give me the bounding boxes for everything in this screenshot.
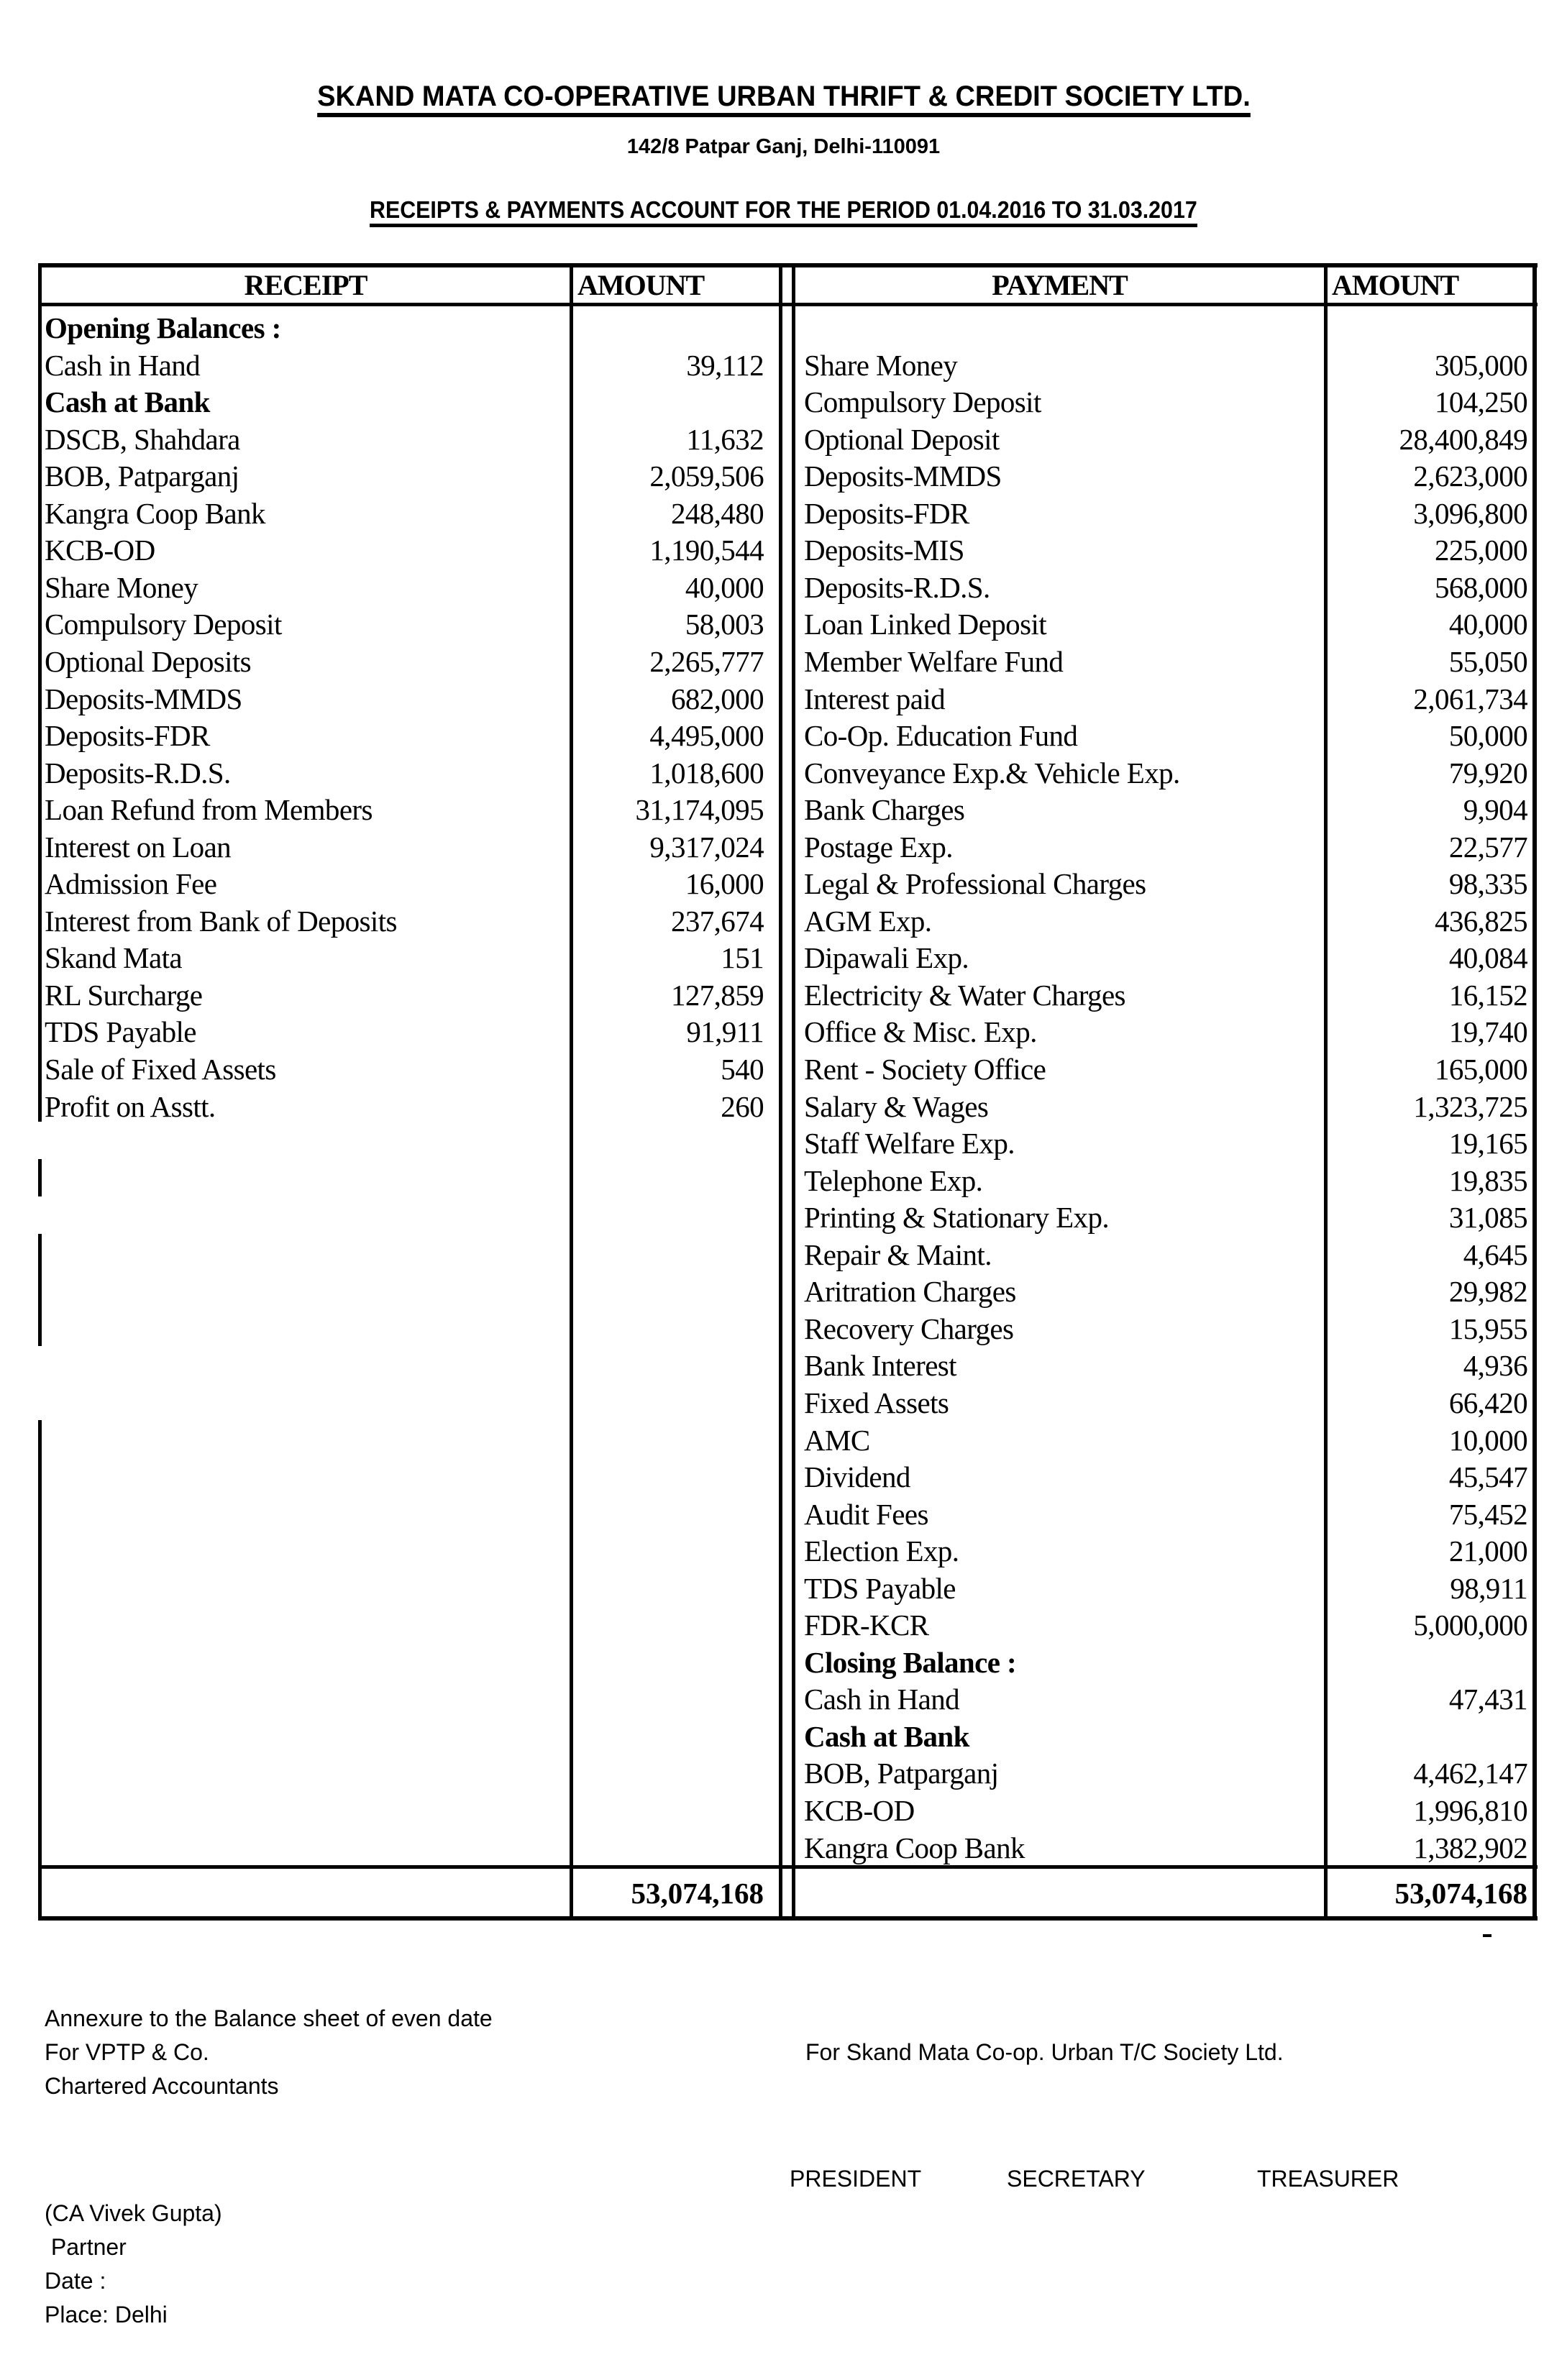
payments-row-amount: 47,431 [1448, 1683, 1527, 1716]
payments-row-label: Bank Charges [804, 793, 965, 827]
center-divider-right [792, 263, 795, 1921]
payments-row-amount: 31,085 [1448, 1201, 1527, 1235]
payments-row-label: KCB-OD [804, 1794, 915, 1827]
payments-row-label: Salary & Wages [804, 1089, 989, 1123]
payments-row-label: Postage Exp. [804, 830, 953, 864]
signatory-treasurer: TREASURER [1257, 2166, 1399, 2192]
receipts-row-label: KCB-OD [45, 534, 155, 567]
payments-row-label: Printing & Stationary Exp. [804, 1201, 1109, 1235]
payments-row-amount: 5,000,000 [1413, 1608, 1527, 1642]
receipts-row-amount: 31,174,095 [635, 793, 764, 827]
payments-row-label: Legal & Professional Charges [804, 867, 1146, 901]
payments-row-amount: 98,911 [1450, 1571, 1527, 1605]
receipts-row-amount: 237,674 [670, 904, 764, 938]
payments-row-amount: 568,000 [1434, 570, 1527, 604]
signatory-president: PRESIDENT [790, 2166, 922, 2192]
payments-row-label: Office & Misc. Exp. [804, 1015, 1037, 1049]
receipts-row-label: BOB, Patparganj [45, 459, 239, 493]
receipts-row-amount: 260 [721, 1089, 764, 1123]
payments-row-label: Fixed Assets [804, 1386, 949, 1419]
payments-row-label: TDS Payable [804, 1571, 956, 1605]
payments-row-label: Dividend [804, 1460, 910, 1494]
payments-row-amount: 305,000 [1434, 348, 1527, 382]
payments-total: 53,074,168 [1394, 1877, 1527, 1910]
payments-row-amount: 21,000 [1448, 1534, 1527, 1568]
payments-row-amount: 66,420 [1448, 1386, 1527, 1419]
payments-row-label: Loan Linked Deposit [804, 608, 1047, 641]
payments-row-amount [1330, 310, 1527, 347]
payments-row-label: Electricity & Water Charges [804, 978, 1125, 1012]
receipts-row-amount: 2,265,777 [649, 644, 764, 678]
receipt-column-header: RECEIPT [244, 269, 367, 301]
payments-row-amount: 1,382,902 [1413, 1831, 1527, 1864]
receipts-row-label: Deposits-FDR [45, 719, 210, 753]
receipts-row-label: Deposits-MMDS [45, 682, 242, 715]
receipts-row-amount: 58,003 [685, 608, 764, 641]
receipts-row-label: RL Surcharge [45, 978, 203, 1012]
receipts-row-label: Cash at Bank [45, 385, 210, 419]
payments-row-amount: 436,825 [1434, 904, 1527, 938]
receipts-row-amount: 2,059,506 [649, 459, 764, 493]
payments-row-amount: 22,577 [1448, 830, 1527, 864]
payments-row-label: Deposits-R.D.S. [804, 570, 990, 604]
payments-row-label: Closing Balance : [804, 1645, 1017, 1679]
payments-row-amount: 19,165 [1448, 1127, 1527, 1161]
total-divider [38, 1865, 1538, 1869]
payments-row-amount: 28,400,849 [1399, 422, 1527, 456]
receipts-row-label: Admission Fee [45, 867, 217, 901]
payments-row-amount: 19,740 [1448, 1015, 1527, 1049]
payments-row-label: Deposits-MMDS [804, 459, 1002, 493]
payments-row-amount: 4,936 [1463, 1349, 1527, 1383]
receipts-row-label: Kangra Coop Bank [45, 496, 265, 530]
receipts-row-amount: 4,495,000 [649, 719, 764, 753]
receipts-row-amount: 248,480 [670, 496, 764, 530]
receipts-row-label: Interest on Loan [45, 830, 232, 864]
payments-row-label: Deposits-MIS [804, 534, 964, 567]
receipts-row-label: Compulsory Deposit [45, 608, 282, 641]
payments-row-amount: 29,982 [1448, 1275, 1527, 1309]
payments-row-label: Staff Welfare Exp. [804, 1127, 1015, 1161]
payments-row-amount: 45,547 [1448, 1460, 1527, 1494]
payments-row-amount: 2,623,000 [1413, 459, 1527, 493]
receipts-row-amount: 11,632 [686, 422, 764, 456]
payments-row-label: Recovery Charges [804, 1312, 1014, 1345]
payments-row-amount: 1,323,725 [1413, 1089, 1527, 1123]
receipts-row-label: Skand Mata [45, 941, 182, 975]
payments-row-label: Deposits-FDR [804, 496, 969, 530]
payments-row-label: Election Exp. [804, 1534, 959, 1568]
place-label: Place: Delhi [45, 2302, 168, 2328]
payments-row-label: Aritration Charges [804, 1275, 1016, 1309]
signatory-secretary: SECRETARY [1007, 2166, 1146, 2192]
receipt-amount-column-header: AMOUNT [577, 269, 705, 301]
table-left-border-segment [38, 1234, 42, 1346]
receipts-row-label: TDS Payable [45, 1015, 196, 1049]
society-signoff: For Skand Mata Co-op. Urban T/C Society Ltd. [805, 2039, 1284, 2065]
receipts-row-amount: 151 [721, 941, 764, 975]
payments-row-amount: 98,335 [1448, 867, 1527, 901]
receipts-row-label: Sale of Fixed Assets [45, 1053, 276, 1086]
payments-row-amount: 3,096,800 [1413, 496, 1527, 530]
payments-row-label: Dipawali Exp. [804, 941, 969, 975]
payments-row-amount: 4,462,147 [1413, 1757, 1527, 1790]
receipts-row-label: DSCB, Shahdara [45, 422, 240, 456]
receipts-row-amount [577, 384, 764, 421]
payments-row-amount: 40,000 [1448, 608, 1527, 641]
payment-amount-divider [1324, 263, 1328, 1921]
payment-column-header: PAYMENT [992, 269, 1128, 301]
auditor-type: Chartered Accountants [45, 2073, 279, 2099]
receipts-row-amount: 127,859 [670, 978, 764, 1012]
payments-row-amount: 50,000 [1448, 719, 1527, 753]
payments-row-amount: 1,996,810 [1413, 1794, 1527, 1827]
receipts-row-label: Opening Balances : [45, 311, 281, 344]
receipts-row-label: Profit on Asstt. [45, 1089, 216, 1123]
center-divider-left [779, 263, 782, 1921]
payments-row-label: Cash at Bank [804, 1719, 969, 1753]
receipts-row-label: Loan Refund from Members [45, 793, 373, 827]
payments-row-amount: 40,084 [1448, 941, 1527, 975]
receipts-row-amount [577, 310, 764, 347]
receipts-row-amount: 540 [721, 1053, 764, 1086]
organization-address: 142/8 Patpar Ganj, Delhi-110091 [626, 135, 941, 158]
payments-row-label: Bank Interest [804, 1349, 956, 1383]
payments-row-label: Co-Op. Education Fund [804, 719, 1078, 753]
payments-row-label: Audit Fees [804, 1497, 928, 1531]
payments-row-label: Cash in Hand [804, 1683, 959, 1716]
receipts-row-amount: 91,911 [686, 1015, 764, 1049]
stray-dash-mark [1483, 1934, 1491, 1937]
payments-row-label: BOB, Patparganj [804, 1757, 999, 1790]
payments-row-label: Rent - Society Office [804, 1053, 1046, 1086]
payments-row-label: Interest paid [804, 682, 945, 715]
receipts-row-amount: 40,000 [685, 570, 764, 604]
payments-row-label: Repair & Maint. [804, 1237, 992, 1271]
payments-row-label: AMC [804, 1423, 870, 1457]
payments-row-amount: 165,000 [1434, 1053, 1527, 1086]
payments-row-amount: 55,050 [1448, 644, 1527, 678]
receipts-row-label: Share Money [45, 570, 198, 604]
receipts-row-label: Cash in Hand [45, 348, 200, 382]
auditor-firm: For VPTP & Co. [45, 2039, 209, 2065]
payments-row-label: Share Money [804, 348, 958, 382]
statement-title: RECEIPTS & PAYMENTS ACCOUNT FOR THE PERIOD 01.04.2016 TO 31.03.2017 [0, 196, 1567, 227]
payments-row-amount: 10,000 [1448, 1423, 1527, 1457]
receipts-row-label: Optional Deposits [45, 644, 252, 678]
receipts-row-label: Deposits-R.D.S. [45, 756, 231, 789]
payments-row-label: Optional Deposit [804, 422, 1000, 456]
table-left-border-segment [38, 1159, 42, 1196]
receipts-row-amount: 1,190,544 [649, 534, 764, 567]
annexure-note: Annexure to the Balance sheet of even date [45, 2005, 493, 2031]
receipt-amount-divider [570, 263, 573, 1921]
payments-row-amount: 75,452 [1448, 1497, 1527, 1531]
receipts-row-amount: 9,317,024 [649, 830, 764, 864]
date-label: Date : [45, 2268, 106, 2294]
payments-row-amount [1330, 1718, 1527, 1756]
payments-row-amount: 2,061,734 [1413, 682, 1527, 715]
payments-row-amount: 4,645 [1463, 1237, 1527, 1271]
payments-row-label: Telephone Exp. [804, 1163, 983, 1197]
table-left-border-segment [38, 1420, 42, 1921]
table-left-border [38, 263, 42, 1122]
payments-row-amount: 225,000 [1434, 534, 1527, 567]
payments-row-label: Compulsory Deposit [804, 385, 1041, 419]
payments-row-amount: 16,152 [1448, 978, 1527, 1012]
receipts-row-amount: 39,112 [686, 348, 764, 382]
payments-row-label: Conveyance Exp.& Vehicle Exp. [804, 756, 1180, 789]
payments-row-amount [1330, 1644, 1527, 1682]
payments-row-amount: 9,904 [1463, 793, 1527, 827]
payments-row-label: FDR-KCR [804, 1608, 929, 1642]
receipts-row-label: Interest from Bank of Deposits [45, 904, 397, 938]
receipts-row-amount: 1,018,600 [649, 756, 764, 789]
payments-row-label: AGM Exp. [804, 904, 932, 938]
organization-title: SKAND MATA CO-OPERATIVE URBAN THRIFT & CREDIT SOCIETY LTD. [0, 81, 1567, 117]
payments-row-label: Member Welfare Fund [804, 644, 1064, 678]
partner-name: (CA Vivek Gupta) [45, 2200, 222, 2226]
table-right-border [1532, 263, 1537, 1921]
payments-row-amount: 104,250 [1434, 385, 1527, 419]
payments-row-amount: 79,920 [1448, 756, 1527, 789]
payments-row-label: Kangra Coop Bank [804, 1831, 1025, 1864]
receipts-row-amount: 682,000 [670, 682, 764, 715]
receipts-row-amount: 16,000 [685, 867, 764, 901]
receipts-total: 53,074,168 [631, 1877, 764, 1910]
table-bottom-border [38, 1916, 1538, 1921]
payments-row-amount: 15,955 [1448, 1312, 1527, 1345]
payments-row-amount: 19,835 [1448, 1163, 1527, 1197]
partner-title: Partner [45, 2234, 127, 2260]
payment-amount-column-header: AMOUNT [1332, 269, 1459, 301]
